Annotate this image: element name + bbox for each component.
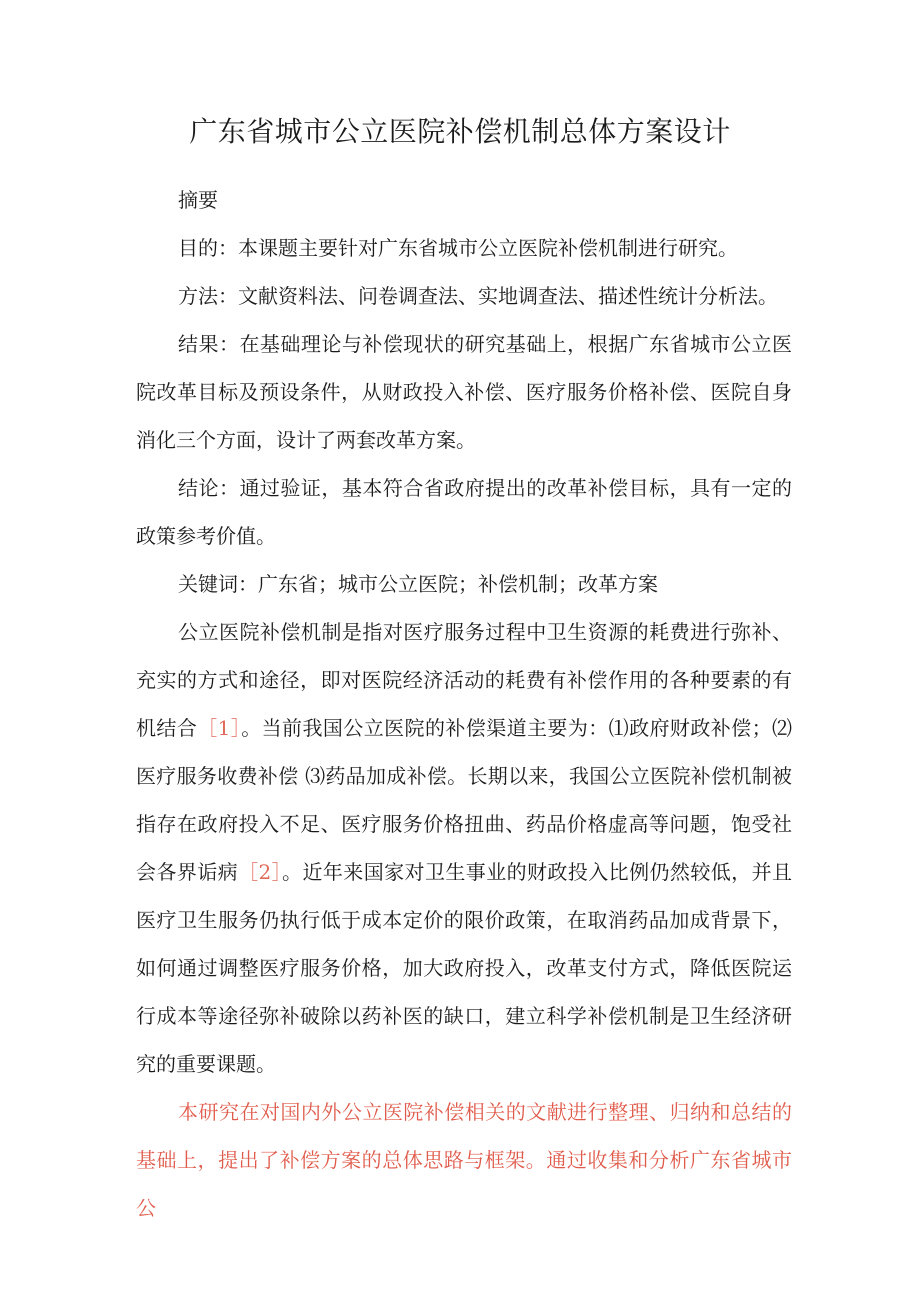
abstract-heading: 摘要 [178,188,218,212]
body-text-part1: 公立医院补偿机制是指对医疗服务过程中卫生资源的耗费进行弥补、充实的方式和途径，即对医院经济活动的耗费有补偿作用的各种要素的有机结合 [136,620,792,740]
body-text-part2: 。当前我国公立医院的补偿渠道主要为：⑴政府财政补偿；⑵医疗服务收费补偿 ⑶药品加成补偿。长期以来，我国公立医院补偿机制被指存在政府投入不足、医疗服务价格扭曲、药品价格虚高等问题，饱受社会各界诟病 [136,716,792,884]
keywords-paragraph: 关键词：广东省；城市公立医院；补偿机制；改革方案 [178,572,658,596]
method-paragraph: 方法：文献资料法、问卷调查法、实地调查法、描述性统计分析法。 [178,284,778,308]
document-title: 广东省城市公立医院补偿机制总体方案设计 [189,115,731,148]
body-paragraph [136,608,792,1088]
objective-paragraph: 目的：本课题主要针对广东省城市公立医院补偿机制进行研究。 [178,236,738,260]
result-paragraph: 结果：在基础理论与补偿现状的研究基础上，根据广东省城市公立医院改革目标及预设条件，从财政投入补偿、医疗服务价格补偿、医院自身消化三个方面，设计了两套改革方案。 [136,332,792,452]
reference-1-link[interactable]: ［1］ [197,716,242,740]
reference-2-link[interactable]: ［2］ [238,860,283,884]
conclusion-paragraph: 结论：通过验证，基本符合省政府提出的改革补偿目标，具有一定的政策参考价值。 [136,476,792,548]
body-text-part3: 。近年来国家对卫生事业的财政投入比例仍然较低，并且医疗卫生服务仍执行低于成本定价的限价政策，在取消药品加成背景下，如何通过调整医疗服务价格，加大政府投入，改革支付方式，降低医院运行成本等途径弥补破除以药补医的缺口，建立科学补偿机制是卫生经济研究的重要课题。 [136,860,792,1076]
research-paragraph: 本研究在对国内外公立医院补偿相关的文献进行整理、归纳和总结的基础上，提出了补偿方案的总体思路与框架。通过收集和分析广东省城市公 [136,1100,792,1220]
